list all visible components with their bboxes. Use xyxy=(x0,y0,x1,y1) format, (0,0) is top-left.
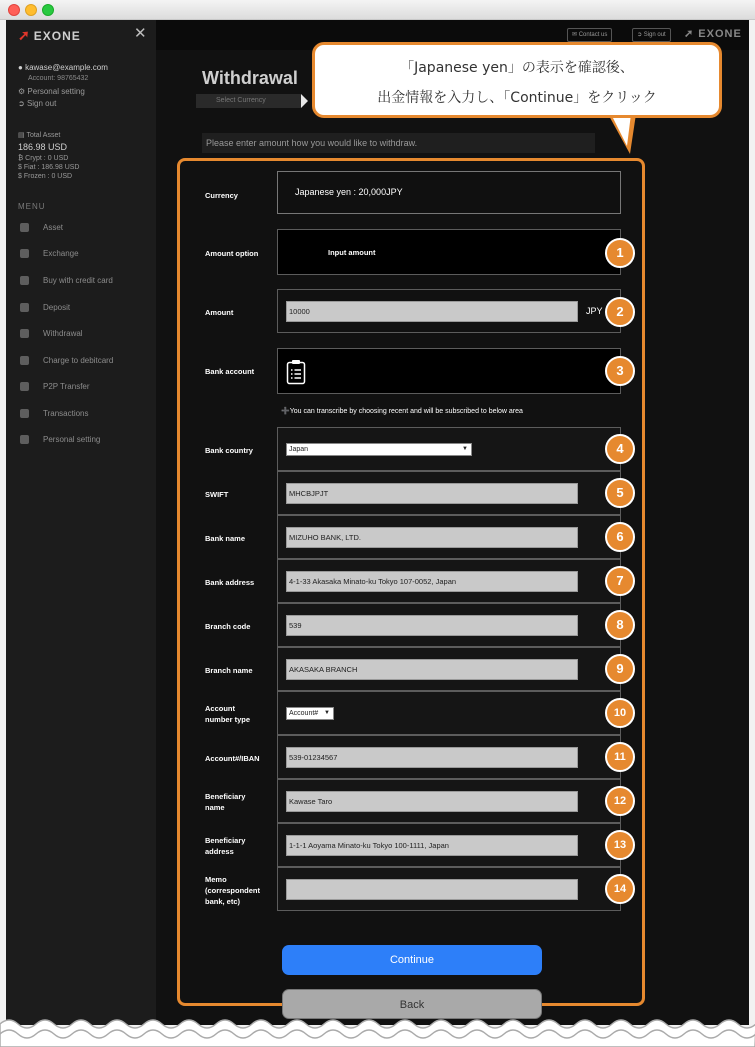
cart-icon xyxy=(20,249,29,258)
memo-label: Memo (correspondent bank, etc) xyxy=(205,875,261,906)
callout-tail-inner xyxy=(611,114,631,146)
step-badge-1: 1 xyxy=(605,238,635,268)
step-badge-5: 5 xyxy=(605,478,635,508)
bank-country-box xyxy=(277,427,621,471)
header-logo: ➚ EXONE xyxy=(684,28,742,40)
header-sign-out-button[interactable]: ➲ Sign out xyxy=(632,28,671,42)
app-content xyxy=(6,20,749,1025)
step-badge-2: 2 xyxy=(605,297,635,327)
sign-out-link[interactable]: ➲ Sign out xyxy=(18,99,57,108)
menu-item-exchange[interactable]: Exchange xyxy=(20,249,79,258)
beneficiary-address-input[interactable]: 1-1-1 Aoyama Minato-ku Tokyo 100-1111, Japan xyxy=(286,835,578,856)
account-type-label: Account number type xyxy=(205,704,251,724)
memo-input[interactable] xyxy=(286,879,578,900)
account-iban-input[interactable]: 539-01234567 xyxy=(286,747,578,768)
currency-value: Japanese yen : 20,000JPY xyxy=(295,187,403,197)
swift-box xyxy=(277,471,621,515)
window-titlebar xyxy=(0,0,755,20)
total-asset-label: ▤ Total Asset xyxy=(18,132,61,139)
branch-code-input[interactable]: 539 xyxy=(286,615,578,636)
swift-label: SWIFT xyxy=(205,490,229,499)
swift-input[interactable]: MHCBJPJT xyxy=(286,483,578,504)
instruction-callout xyxy=(312,42,722,118)
deposit-icon xyxy=(20,303,29,312)
step-badge-8: 8 xyxy=(605,610,635,640)
branch-code-label: Branch code xyxy=(205,622,251,631)
sign-out-icon: ➲ xyxy=(18,99,25,108)
step-badge-4: 4 xyxy=(605,434,635,464)
back-button[interactable]: Back xyxy=(282,989,542,1019)
user-account: Account: 98765432 xyxy=(28,75,89,82)
amount-label: Amount xyxy=(205,308,234,317)
list-icon xyxy=(20,409,29,418)
memo-box xyxy=(277,867,621,911)
account-iban-box xyxy=(277,735,621,779)
bank-name-input[interactable]: MIZUHO BANK, LTD. xyxy=(286,527,578,548)
amount-box xyxy=(277,289,621,333)
menu-title: MENU xyxy=(18,202,46,211)
withdrawal-form xyxy=(177,158,645,1011)
menu-item-personal-setting[interactable]: Personal setting xyxy=(20,435,100,444)
amount-option-box[interactable] xyxy=(277,229,621,275)
chevron-down-icon: ▼ xyxy=(462,446,468,452)
cart-icon xyxy=(20,276,29,285)
step-select-currency: Select Currency xyxy=(196,94,301,108)
close-icon[interactable]: ✕ xyxy=(134,25,147,42)
amount-input[interactable]: 10000 xyxy=(286,301,578,322)
sign-out-icon: ➲ xyxy=(637,32,643,38)
personal-setting-link[interactable]: ⚙ Personal setting xyxy=(18,87,85,96)
info-icon: ➕ xyxy=(281,408,290,415)
step-badge-7: 7 xyxy=(605,566,635,596)
branch-name-input[interactable]: AKASAKA BRANCH xyxy=(286,659,578,680)
menu-item-buy-credit-card[interactable]: Buy with credit card xyxy=(20,276,113,285)
logo-text: EXONE xyxy=(33,29,81,43)
menu-item-asset[interactable]: Asset xyxy=(20,223,63,232)
account-iban-label: Account#/IBAN xyxy=(205,754,260,763)
branch-name-box xyxy=(277,647,621,691)
window-close-button[interactable] xyxy=(8,4,20,16)
step-badge-9: 9 xyxy=(605,654,635,684)
card-icon xyxy=(20,356,29,365)
step-badge-12: 12 xyxy=(605,786,635,816)
bank-name-box xyxy=(277,515,621,559)
step-badge-13: 13 xyxy=(605,830,635,860)
continue-button[interactable]: Continue xyxy=(282,945,542,975)
branch-name-label: Branch name xyxy=(205,666,253,675)
account-type-select[interactable]: Account# ▼ xyxy=(286,707,334,720)
bank-address-label: Bank address xyxy=(205,578,255,587)
withdraw-prompt: Please enter amount how you would like to withdraw. xyxy=(202,133,595,153)
currency-box xyxy=(277,171,621,214)
beneficiary-address-box xyxy=(277,823,621,867)
beneficiary-name-label: Beneficiary name xyxy=(205,792,246,812)
amount-option-label: Amount option xyxy=(205,249,259,258)
mail-icon: ✉ xyxy=(572,32,578,38)
callout-line-2: 出金情報を入力し、「Continue」をクリック xyxy=(377,90,657,106)
logo-icon: ➚ xyxy=(18,27,31,43)
beneficiary-name-box xyxy=(277,779,621,823)
crypt-balance: ₿ Crypt : 0 USD xyxy=(18,155,69,162)
bank-account-label: Bank account xyxy=(205,367,255,376)
step-badge-10: 10 xyxy=(605,698,635,728)
menu-item-transactions[interactable]: Transactions xyxy=(20,409,89,418)
callout-line-1: 「Japanese yen」の表示を確認後、 xyxy=(400,60,634,76)
menu-item-deposit[interactable]: Deposit xyxy=(20,303,70,312)
total-asset-value: 186.98 USD xyxy=(18,142,68,152)
user-email: ● kawase@example.com xyxy=(18,63,108,72)
currency-label: Currency xyxy=(205,191,238,200)
torn-edge xyxy=(0,1010,755,1047)
step-badge-3: 3 xyxy=(605,356,635,386)
beneficiary-address-label: Beneficiary address xyxy=(205,836,246,856)
page-title: Withdrawal xyxy=(202,68,298,88)
user-icon xyxy=(20,435,29,444)
step-badge-11: 11 xyxy=(605,742,635,772)
transcribe-note: ➕You can transcribe by choosing recent and will be subscribed to below area xyxy=(281,408,523,415)
gear-icon: ⚙ xyxy=(18,87,26,96)
sidebar-logo[interactable] xyxy=(18,27,81,44)
window-maximize-button[interactable] xyxy=(42,4,54,16)
step-badge-6: 6 xyxy=(605,522,635,552)
branch-code-box xyxy=(277,603,621,647)
menu-item-charge-debitcard[interactable]: Charge to debitcard xyxy=(20,356,113,365)
bank-address-input[interactable]: 4-1-33 Akasaka Minato-ku Tokyo 107-0052, Japan xyxy=(286,571,578,592)
bank-country-select[interactable]: Japan ▼ xyxy=(286,443,472,456)
asset-icon xyxy=(20,223,29,232)
sidebar xyxy=(6,20,156,1025)
bank-name-label: Bank name xyxy=(205,534,246,543)
bank-country-label: Bank country xyxy=(205,446,253,455)
step-badge-14: 14 xyxy=(605,874,635,904)
beneficiary-name-input[interactable]: Kawase Taro xyxy=(286,791,578,812)
chart-icon xyxy=(20,329,29,338)
amount-option-value[interactable]: Input amount xyxy=(328,248,376,257)
fiat-balance: $ Fiat : 186.98 USD xyxy=(18,164,80,171)
amount-unit: JPY xyxy=(586,306,603,316)
bank-address-box xyxy=(277,559,621,603)
window-minimize-button[interactable] xyxy=(25,4,37,16)
menu-item-withdrawal[interactable]: Withdrawal xyxy=(20,329,83,338)
bank-account-box xyxy=(277,348,621,394)
clipboard-icon[interactable] xyxy=(286,359,306,385)
contact-us-button[interactable]: ✉ Contact us xyxy=(567,28,612,42)
chevron-down-icon: ▼ xyxy=(324,710,330,716)
frozen-balance: $ Frozen : 0 USD xyxy=(18,173,73,180)
step-arrow xyxy=(301,94,308,108)
send-icon xyxy=(20,382,29,391)
account-type-box xyxy=(277,691,621,735)
menu-item-p2p-transfer[interactable]: P2P Transfer xyxy=(20,382,90,391)
